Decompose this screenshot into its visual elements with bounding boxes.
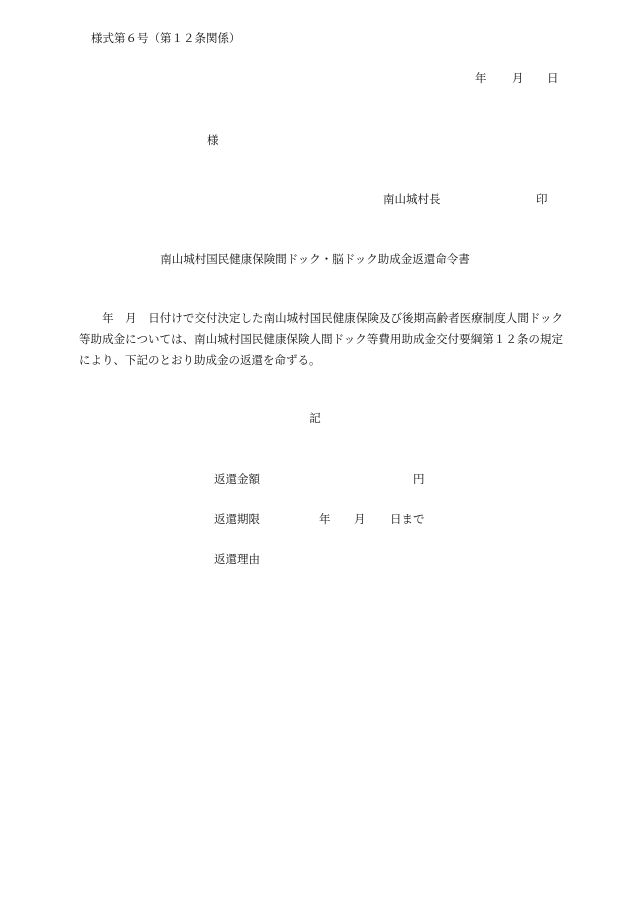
amount-unit: 円	[413, 472, 425, 486]
form-number: 様式第６号（第１２条関係）	[91, 31, 241, 45]
date-year: 年	[475, 71, 487, 85]
addressee-suffix: 様	[207, 133, 219, 147]
deadline-date	[319, 511, 425, 527]
issue-date	[475, 70, 559, 86]
amount-label: 返還金額	[214, 472, 260, 486]
issuer-name: 南山城村長	[383, 192, 441, 206]
body-text: 年 月 日付けで交付決定した南山城村国民健康保険及び後期高齢者医療制度人間ドック等助成金については、南山城村国民健康保険人間ドック等費用助成金交付要綱第１２条の規定により、下記のとおり助成金の返還を命ずる。	[79, 311, 563, 367]
date-day: 日	[547, 71, 559, 85]
record-heading: 記	[309, 411, 321, 425]
document-title: 南山城村国民健康保険間ドック・脳ドック助成金返還命令書	[160, 252, 470, 266]
deadline-month: 月	[354, 512, 366, 526]
date-month: 月	[512, 71, 524, 85]
seal-mark: 印	[536, 192, 548, 206]
reason-label: 返還理由	[214, 552, 260, 566]
deadline-day: 日まで	[390, 512, 425, 526]
deadline-label: 返還期限	[214, 512, 260, 526]
deadline-year: 年	[319, 512, 331, 526]
